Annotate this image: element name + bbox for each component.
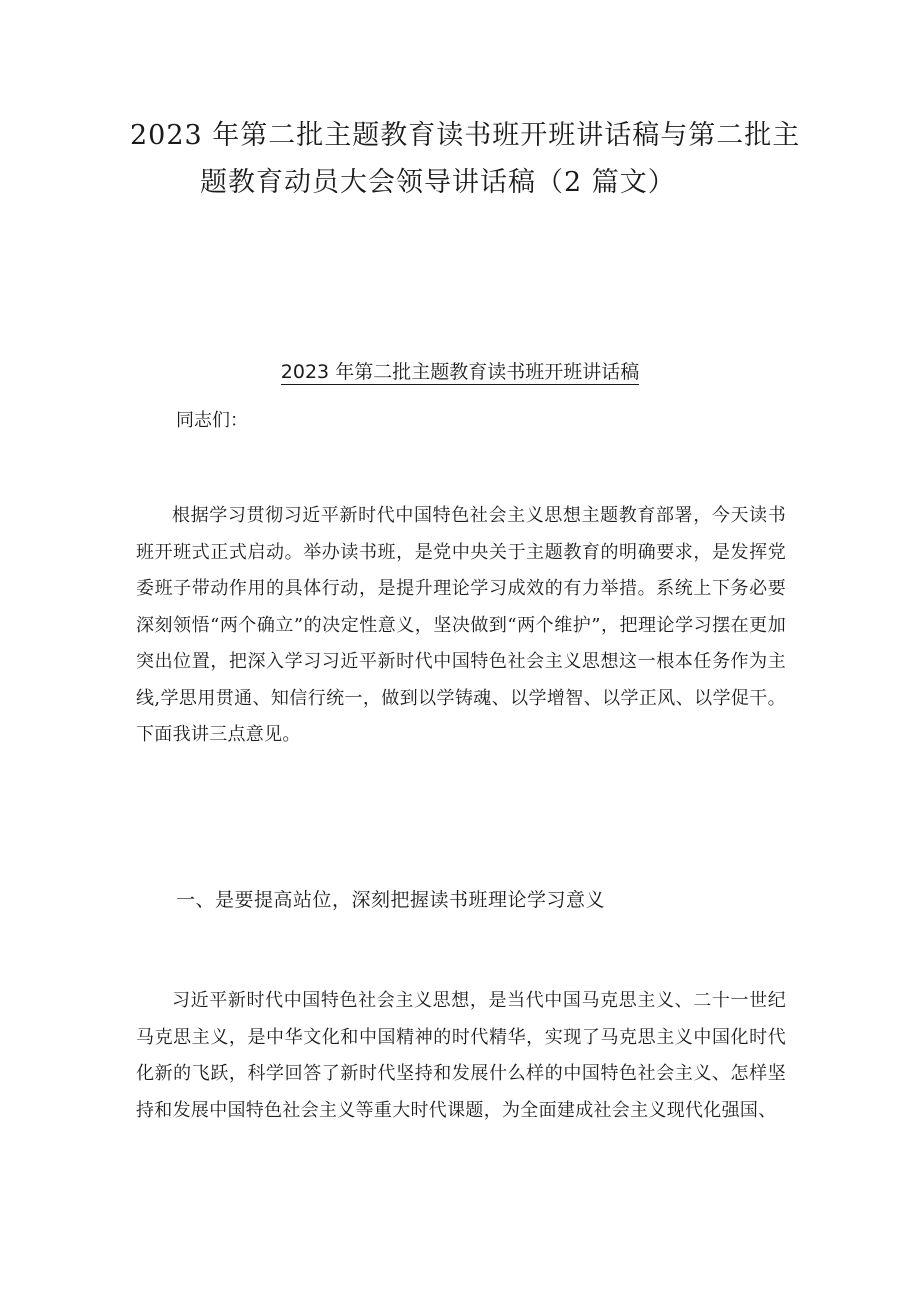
body-paragraph-2: 习近平新时代中国特色社会主义思想，是当代中国马克思主义、二十一世纪马克思主义，是中华文化和中国精神的时代精华，实现了马克思主义中国化时代化新的飞跃，科学回答了新时代坚持和发展什么样的中国特色社会主义、怎样坚持和发展中国特色社会主义等重大时代课题，为全面建成社会主义现代化强国、	[136, 990, 786, 1121]
document-title	[130, 112, 800, 206]
body-paragraph-1: 根据学习贯彻习近平新时代中国特色社会主义思想主题教育部署，今天读书班开班式正式启动。举办读书班，是党中央关于主题教育的明确要求，是发挥党委班子带动作用的具体行动，是提升理论学习成效的有力举措。系统上下务必要深刻领悟“两个确立”的决定性意义，坚决做到“两个维护”，把理论学习摆在更加突出位置，把深入学习习近平新时代中国特色社会主义思想这一根本任务作为主线,学思用贯通、知信行统一，做到以学铸魂、以学增智、以学正风、以学促干。下面我讲三点意见。	[136, 505, 786, 745]
section-title-text: 2023 年第二批主题教育读书班开班讲话稿	[280, 361, 640, 383]
document-title-line-1: 2023 年第二批主题教育读书班开班讲话稿与第二批主	[130, 120, 801, 151]
section-title	[0, 357, 920, 387]
heading-1: 一、是要提高站位，深刻把握读书班理论学习意义	[176, 889, 606, 911]
document-title-line-2: 题教育动员大会领导讲话稿（2 篇文）	[200, 167, 676, 198]
salutation: 同志们：	[176, 410, 248, 431]
